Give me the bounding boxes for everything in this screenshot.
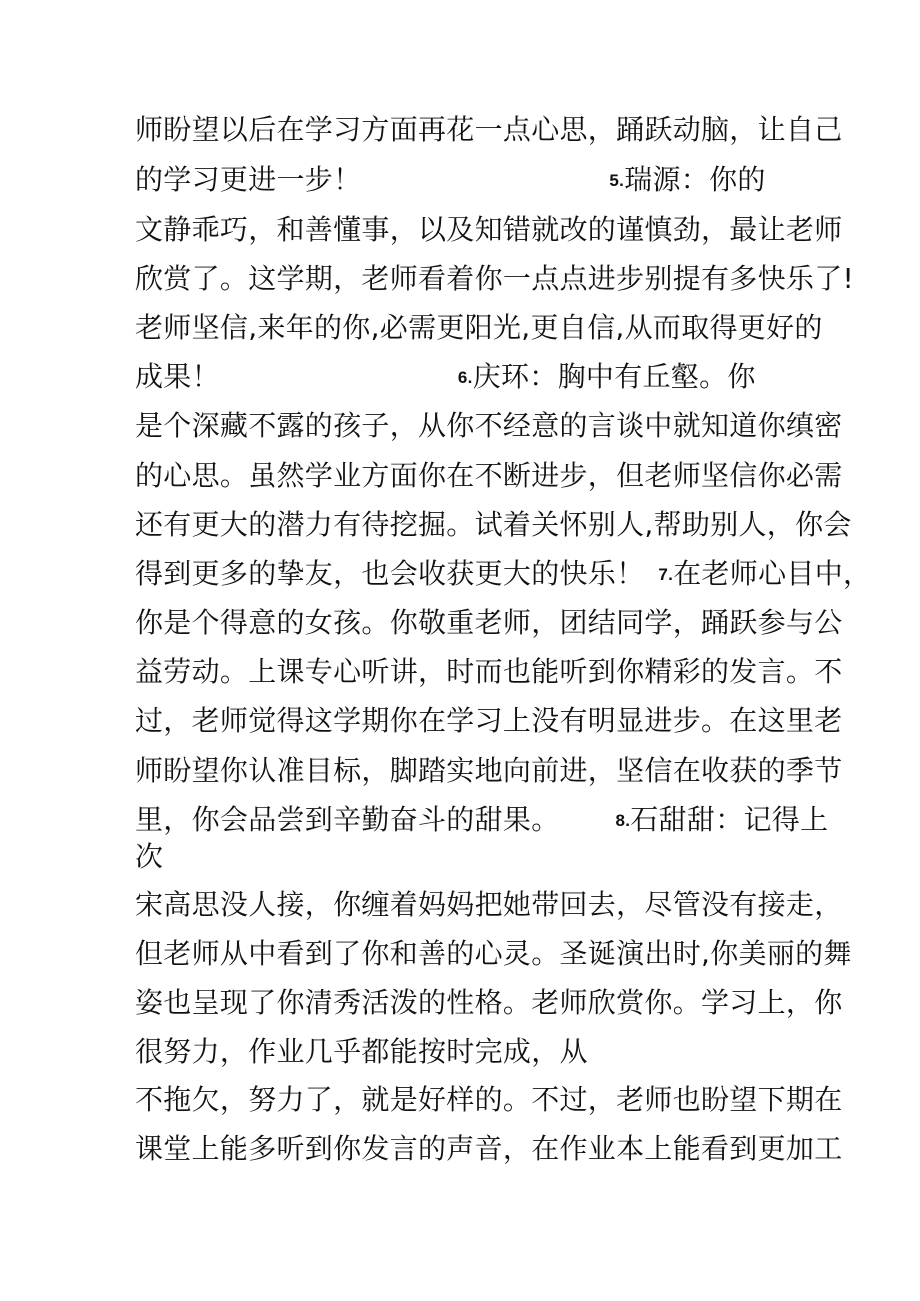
text-line: 成果！ 6.庆环：胸中有丘壑。你 (135, 360, 756, 393)
text-line: 欣赏了。这学期，老师看着你一点点进步别提有多快乐了! (135, 262, 855, 295)
text-line: 过，老师觉得这学期你在学习上没有明显进步。在这里老 (135, 704, 843, 737)
text-line: 师盼望你认准目标，脚踏实地向前进，坚信在收获的季节 (135, 754, 843, 787)
text-line: 文静乖巧，和善懂事，以及知错就改的谨慎劲，最让老师 (135, 213, 843, 246)
item-number: 8. (615, 811, 631, 830)
text-line: 的学习更进一步！ 5.瑞源：你的 (135, 163, 766, 196)
text-line: 还有更大的潜力有待挖掘。试着关怀别人,帮助别人，你会 (135, 508, 852, 541)
text-line: 的心思。虽然学业方面你在不断进步，但老师坚信你必需 (135, 459, 843, 492)
item-number: 6. (457, 368, 473, 387)
text-line: 是个深藏不露的孩子，从你不经意的言谈中就知道你缜密 (135, 409, 843, 442)
text-line: 得到更多的挚友，也会收获更大的快乐！ 7.在老师心目中， (135, 557, 872, 590)
item-number: 5. (609, 171, 625, 190)
text-line: 很努力，作业几乎都能按时完成，从 (135, 1035, 588, 1068)
text-line: 课堂上能多听到你发言的声音，在作业本上能看到更加工 (135, 1132, 843, 1165)
text-line: 宋高思没人接，你缠着妈妈把她带回去，尽管没有接走， (135, 888, 843, 921)
text-line: 但老师从中看到了你和善的心灵。圣诞演出时,你美丽的舞 (135, 937, 852, 970)
text-line: 你是个得意的女孩。你敬重老师，团结同学，踊跃参与公 (135, 606, 843, 639)
text-line: 不拖欠，努力了，就是好样的。不过，老师也盼望下期在 (135, 1083, 843, 1116)
text-line: 里，你会品尝到辛勤奋斗的甜果。 8.石甜甜：记得上 (135, 803, 829, 836)
text-line: 老师坚信,来年的你,必需更阳光,更自信,从而取得更好的 (135, 311, 823, 344)
text-line: 师盼望以后在学习方面再花一点心思，踊跃动脑，让自己 (135, 113, 843, 146)
item-number: 7. (658, 565, 674, 584)
text-line: 益劳动。上课专心听讲，时而也能听到你精彩的发言。不 (135, 655, 843, 688)
text-line: 次 (135, 840, 164, 873)
text-line: 姿也呈现了你清秀活泼的性格。老师欣赏你。学习上，你 (135, 986, 843, 1019)
